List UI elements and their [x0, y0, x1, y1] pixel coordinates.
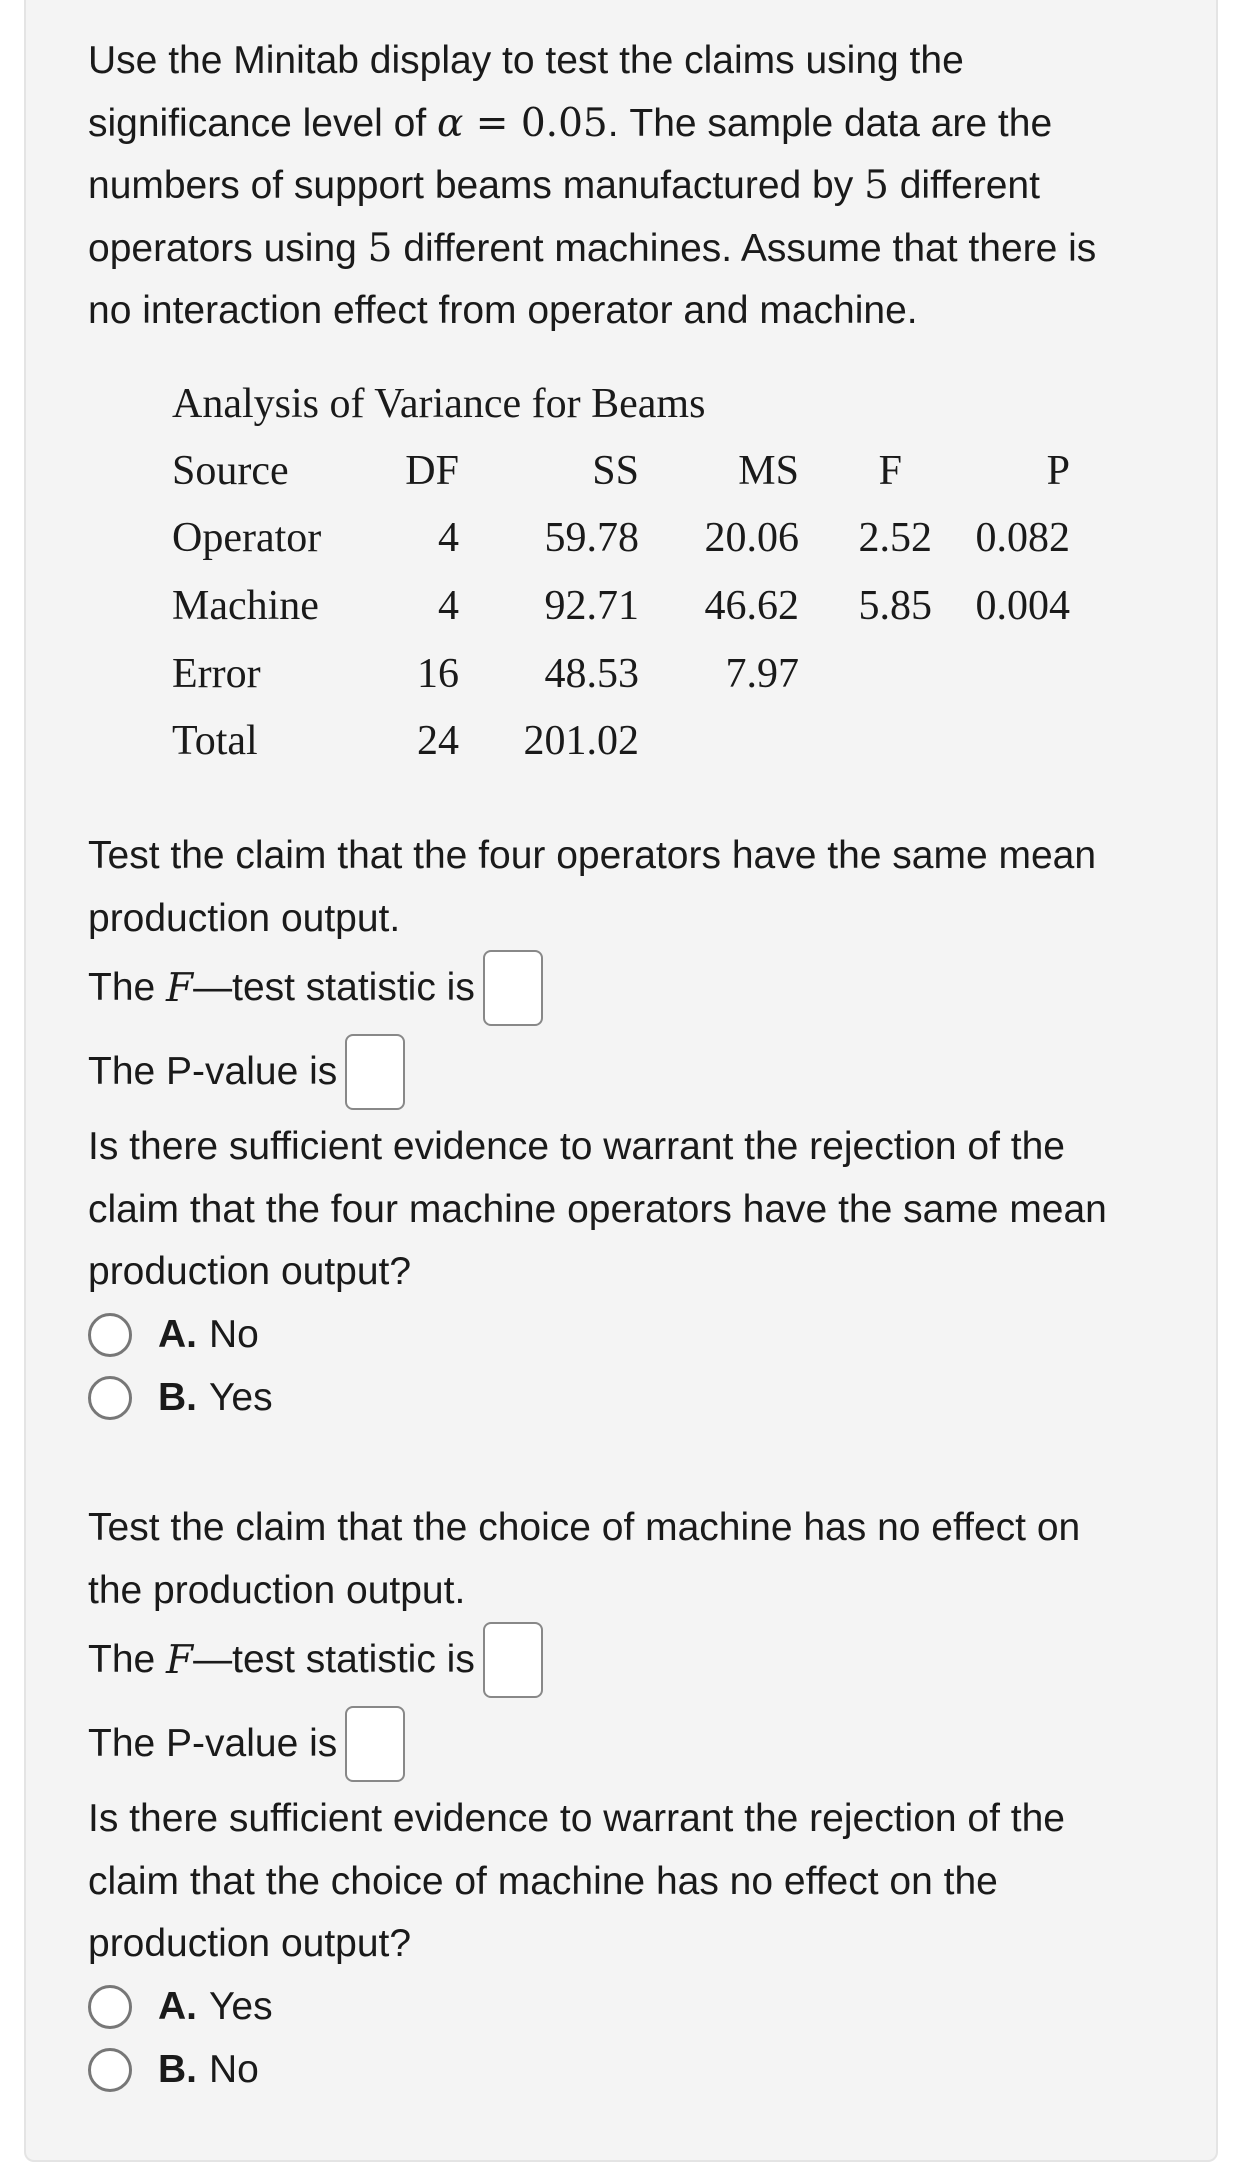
q2-evidence-line-1: Is there sufficient evidence to warrant the rejection of the — [88, 1797, 1065, 1840]
q2-claim-line-1: Test the claim that the choice of machine has no effect on — [88, 1506, 1081, 1549]
q1-evidence-line-3: production output? — [88, 1250, 412, 1293]
row-ms: 46.62 — [704, 583, 799, 629]
alpha-value: 0.05 — [520, 100, 608, 146]
header-ms: MS — [738, 448, 799, 494]
header-p: P — [1046, 448, 1070, 494]
q1-option-b-radio[interactable] — [88, 1376, 132, 1420]
row-ss: 92.71 — [544, 583, 639, 629]
q2-claim-line-2: the production output. — [88, 1568, 466, 1612]
intro-line-3 — [88, 155, 1208, 218]
row-ms: 20.06 — [704, 515, 799, 561]
q1-option-a-letter: A. — [158, 1313, 197, 1356]
intro-text-e: operators using — [88, 226, 368, 270]
row-df: 4 — [438, 515, 459, 561]
row-df: 16 — [417, 651, 459, 697]
q1-option-a-text: No — [209, 1313, 259, 1356]
q1-f-suffix: —test statistic is — [193, 966, 475, 1009]
question-card — [24, 0, 1218, 2162]
q2-p-line — [88, 1706, 1208, 1782]
q1-f-symbol: F — [166, 965, 194, 1011]
q2-option-b-radio[interactable] — [88, 2048, 132, 2092]
intro-line-5: no interaction effect from operator and machine. — [88, 289, 918, 332]
q2-option-a[interactable] — [88, 1976, 1208, 2039]
intro-text-d: different — [888, 164, 1040, 207]
q2-option-b-letter: B. — [158, 2048, 197, 2091]
q1-evidence-line-2: claim that the four machine operators have the same mean — [88, 1187, 1107, 1231]
q1-option-b-text: Yes — [209, 1376, 273, 1419]
intro-line-4 — [88, 218, 1208, 281]
intro-text-a: significance level of — [88, 101, 438, 145]
alpha-symbol: α — [437, 100, 464, 146]
anova-title: Analysis of Variance for Beams — [172, 381, 706, 427]
row-ms: 7.97 — [725, 651, 799, 697]
row-df: 4 — [438, 583, 459, 629]
q1-option-a-radio[interactable] — [88, 1313, 132, 1357]
row-ss: 59.78 — [544, 515, 639, 561]
q2-option-b[interactable] — [88, 2039, 1208, 2102]
q1-option-b-letter: B. — [158, 1376, 197, 1419]
q1-evidence-line-1: Is there sufficient evidence to warrant the rejection of the — [88, 1125, 1065, 1168]
q2-f-statistic-input[interactable] — [483, 1622, 543, 1698]
intro-text-c: numbers of support beams manufactured by — [88, 164, 865, 207]
row-source: Machine — [172, 583, 319, 629]
intro-text-b: . The sample data are the — [607, 101, 1053, 145]
q1-f-statistic-input[interactable] — [483, 950, 543, 1026]
header-f: F — [878, 448, 902, 494]
q2-evidence-line-2: claim that the choice of machine has no effect on the — [88, 1859, 998, 1903]
q1-claim-line-2: production output. — [88, 896, 401, 940]
q2-f-symbol: F — [166, 1637, 194, 1683]
q1-option-a[interactable] — [88, 1304, 1208, 1367]
intro-line-2 — [88, 93, 1208, 156]
header-source: Source — [172, 448, 289, 494]
row-df: 24 — [417, 718, 459, 764]
row-p: 0.004 — [975, 583, 1070, 629]
row-ss: 48.53 — [544, 651, 639, 697]
row-f: 5.85 — [858, 583, 932, 629]
q1-f-prefix: The — [88, 966, 156, 1009]
question-2 — [88, 1497, 1208, 2102]
equals-sign: = — [463, 100, 521, 146]
question-1 — [88, 825, 1208, 1430]
q2-option-b-text: No — [209, 2048, 259, 2091]
intro-line-1: Use the Minitab display to test the claims using the — [88, 39, 964, 82]
row-source: Operator — [172, 515, 322, 561]
q1-f-line — [88, 950, 1208, 1026]
q2-f-suffix: —test statistic is — [193, 1638, 475, 1681]
q2-evidence-line-3: production output? — [88, 1922, 412, 1965]
header-ss: SS — [592, 448, 639, 494]
row-f: 2.52 — [858, 515, 932, 561]
row-source: Error — [172, 651, 261, 697]
row-source: Total — [172, 718, 258, 764]
q2-option-a-radio[interactable] — [88, 1985, 132, 2029]
intro-text — [88, 30, 1208, 343]
row-ss: 201.02 — [523, 718, 639, 764]
q1-option-b[interactable] — [88, 1367, 1208, 1430]
intro-text-f: different machines. Assume that there is — [392, 226, 1097, 270]
q1-p-value-input[interactable] — [345, 1034, 405, 1110]
q2-f-prefix: The — [88, 1638, 156, 1681]
q2-option-a-text: Yes — [209, 1985, 273, 2028]
q2-option-a-letter: A. — [158, 1985, 197, 2028]
header-df: DF — [405, 448, 459, 494]
q1-p-line — [88, 1034, 1208, 1110]
q1-p-label: The P-value is — [88, 1050, 338, 1093]
row-p: 0.082 — [975, 515, 1070, 561]
machine-count: 5 — [367, 225, 393, 271]
q2-p-value-input[interactable] — [345, 1706, 405, 1782]
anova-table — [172, 380, 1132, 780]
operator-count: 5 — [864, 163, 889, 208]
q2-f-line — [88, 1622, 1208, 1698]
q1-claim-line-1: Test the claim that the four operators have the same mean — [88, 834, 1097, 877]
q2-p-label: The P-value is — [88, 1722, 338, 1765]
